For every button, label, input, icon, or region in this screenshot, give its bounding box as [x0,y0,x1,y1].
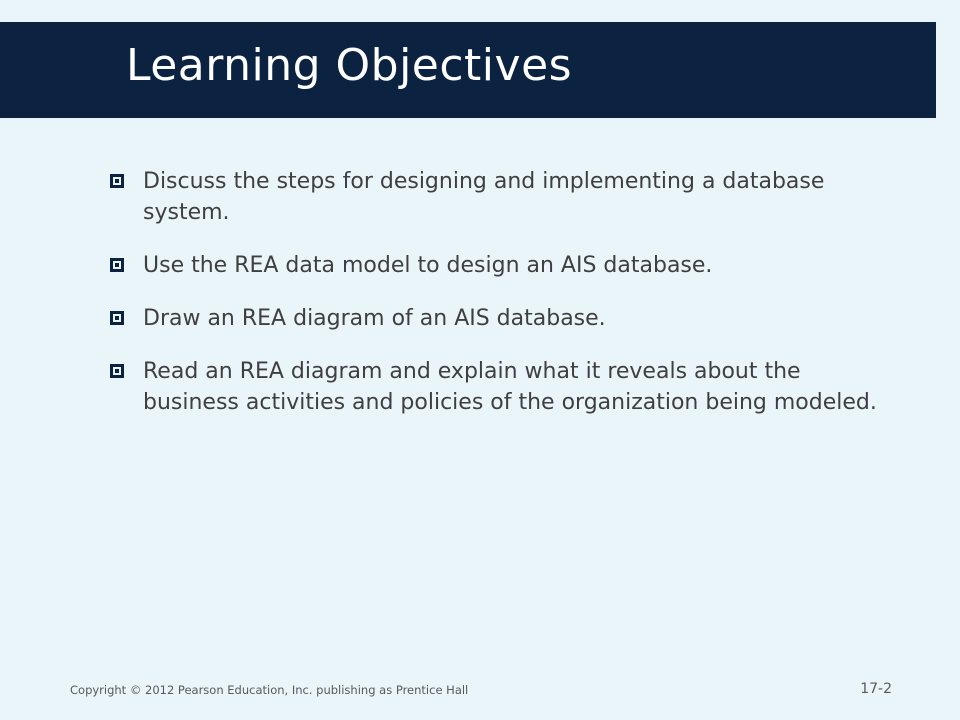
objective-text: Discuss the steps for designing and implementing a database system. [143,169,825,225]
copyright-footer: Copyright © 2012 Pearson Education, Inc. publishing as Prentice Hall [70,683,469,697]
square-bullet-icon [110,311,124,325]
square-bullet-icon [110,174,124,188]
slide-title: Learning Objectives [126,40,573,91]
square-bullet-icon [110,258,124,272]
objective-item [110,303,880,334]
objective-text: Use the REA data model to design an AIS database. [143,253,713,278]
square-bullet-icon [110,364,124,378]
objectives-list [110,166,880,440]
objective-item [110,356,880,418]
objective-text: Read an REA diagram and explain what it reveals about the business activities and policies of the organization being modeled. [143,359,877,415]
page-number: 17-2 [860,681,892,697]
objective-item [110,166,880,228]
objective-item [110,250,880,281]
objective-text: Draw an REA diagram of an AIS database. [143,306,606,331]
